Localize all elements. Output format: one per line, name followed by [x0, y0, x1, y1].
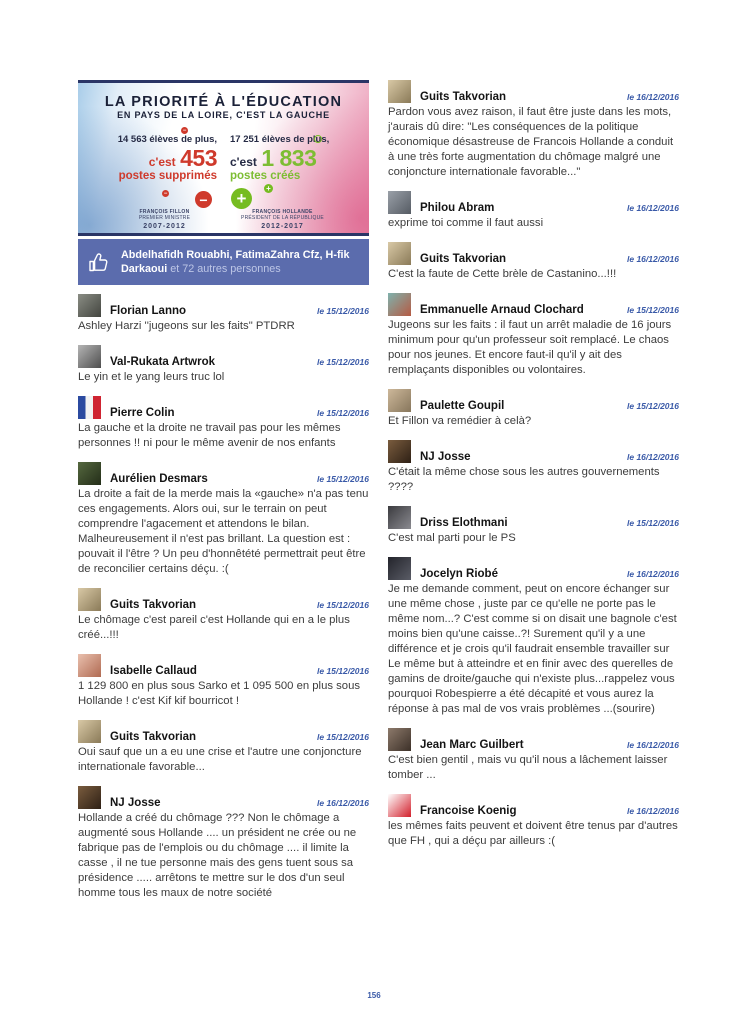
avatar: [388, 794, 411, 817]
comment-author: Guits Takvorian: [110, 599, 197, 611]
avatar: [388, 293, 411, 316]
infographic-stats: [78, 135, 369, 182]
page-content: [78, 80, 679, 912]
hollande-stat: [230, 135, 350, 182]
avatar: [388, 506, 411, 529]
avatar: [78, 786, 101, 809]
comment-date: le 16/12/2016: [627, 254, 679, 264]
comment-text: exprime toi comme il faut aussi: [388, 217, 544, 229]
fillon-number: 453: [180, 144, 217, 171]
comment: [78, 396, 369, 451]
avatar: [78, 654, 101, 677]
comment-text: Hollande a créé du chômage ??? Non le chômage a augmenté sous Hollande .... un président ne crée ou ne fabrique pas de l'emplois ou du chômage .... il limite la casse , il ne tue personne mais des gens tuent sous sa présidence ..... arrêtons te mettre sur le dos d'un seul homme tous les maux de notre société: [78, 812, 357, 899]
comment-date: le 16/12/2016: [627, 569, 679, 579]
comment-author: Aurélien Desmars: [110, 473, 208, 485]
comment-text: La droite a fait de la merde mais la «gauche» n'a pas tenu ces engagements. Alors oui, sur le terrain on peut comprendre l'agacement et attendons le bilan. Malheureusement il n'est pas brillant. La question est : pouvait il l'être ? Un peu d'honnêtété permettrait peut être de reconcilier certains déçu. :(: [78, 488, 369, 575]
comments-right: [388, 80, 679, 849]
comment-text: C'était la même chose sous les autres gouvernements ????: [388, 466, 660, 493]
avatar: [388, 191, 411, 214]
comment: [388, 440, 679, 495]
comment-header: [388, 440, 679, 463]
comment: [388, 293, 679, 378]
plus-icon: +: [264, 184, 273, 193]
page-number: 156: [367, 991, 381, 1000]
comment: [388, 191, 679, 231]
comment-author: Emmanuelle Arnaud Clochard: [420, 304, 584, 316]
infographic-subtitle: EN PAYS DE LA LOIRE, C'EST LA GAUCHE: [117, 110, 330, 120]
comment: [388, 794, 679, 849]
plus-icon: +: [231, 188, 252, 209]
comment-author: NJ Josse: [110, 797, 161, 809]
infographic-title: LA PRIORITÉ À L'ÉDUCATION: [104, 94, 343, 110]
comment-author: Florian Lanno: [110, 305, 187, 317]
comment-date: le 15/12/2016: [317, 408, 369, 418]
hollande-label: postes créés: [230, 169, 301, 182]
comment-date: le 15/12/2016: [317, 357, 369, 367]
comment: [388, 80, 679, 180]
comment-header: [78, 462, 369, 485]
fillon-stat: [97, 135, 217, 182]
fillon-years: 2007-2012: [143, 223, 186, 230]
comment-author: Val-Rukata Artwrok: [110, 356, 216, 368]
comment-date: le 16/12/2016: [627, 92, 679, 102]
comment: [78, 588, 369, 643]
avatar: [78, 345, 101, 368]
like-bar-names: Abdelhafidh Rouabhi, FatimaZahra Cfz, H-fik Darkaoui: [121, 249, 350, 275]
fillon-students: 14 563 élèves de plus,: [117, 134, 217, 145]
like-bar-suffix: et 72 autres personnes: [167, 263, 281, 275]
comment-text: Pardon vous avez raison, il faut être juste dans les mots, j'aurais dû dire: "Les conséquences de la politique économique désastreuse de Francois Hollande a conduit à une très forte augmentation du chômage malgré une conjoncture internationale favorable...": [388, 106, 674, 178]
comment-date: le 15/12/2016: [317, 732, 369, 742]
comment-author: Paulette Goupil: [420, 400, 505, 412]
comment: [78, 720, 369, 775]
comments-left: [78, 294, 369, 901]
comment-text: Le yin et le yang leurs truc lol: [78, 371, 225, 383]
hollande-number: 1 833: [261, 144, 317, 171]
comment-date: le 15/12/2016: [627, 305, 679, 315]
comment-date: le 15/12/2016: [317, 666, 369, 676]
comment-header: [78, 786, 369, 809]
fillon-name: FRANÇOIS FILLON: [139, 209, 190, 215]
comment-date: le 15/12/2016: [317, 306, 369, 316]
comment-author: NJ Josse: [420, 451, 471, 463]
comment-header: [78, 396, 369, 419]
like-bar-text: [121, 248, 359, 276]
comment-text: C'est bien gentil , mais vu qu'il nous a lâchement laisser tomber ...: [388, 754, 668, 781]
fillon-role: PREMIER MINISTRE: [138, 215, 191, 221]
comment-header: [78, 588, 369, 611]
comment-header: [78, 294, 369, 317]
comment-date: le 16/12/2016: [627, 452, 679, 462]
fillon-caption: [113, 209, 217, 230]
fillon-label: postes supprimés: [118, 169, 217, 182]
fillon-cest: c'est: [148, 154, 176, 169]
comment-header: [388, 728, 679, 751]
minus-icon: −: [195, 191, 212, 208]
hollande-name: FRANÇOIS HOLLANDE: [252, 209, 313, 215]
comment-date: le 15/12/2016: [317, 600, 369, 610]
infographic-captions: [78, 209, 369, 230]
comment-author: Francoise Koenig: [420, 805, 517, 817]
comment-author: Pierre Colin: [110, 407, 175, 419]
comment-text: La gauche et la droite ne travail pas pour les mêmes personnes !! ni pour le même avenir de nos enfants: [78, 422, 341, 449]
plus-ring-icon: [314, 135, 322, 143]
comment-header: [78, 654, 369, 677]
comment-text: Oui sauf que un a eu une crise et l'autre une conjoncture internationale favorable...: [78, 746, 362, 773]
thumbs-up-icon: [88, 251, 110, 273]
comment-date: le 16/12/2016: [627, 740, 679, 750]
comment-author: Jocelyn Riobé: [420, 568, 498, 580]
comment-text: Je me demande comment, peut on encore échanger sur une même chose , juste par ce qu'elle ne porte pas le même nom...? C'est comme si on disait une bagnole c'est moins bien qu'une caisse..?! Surement qu'il y a une différence et je crois qu'il faudrait ensemble travailler sur Le même but à atteindre et en finir avec des querelles de gamins de droite/gauche qui n'existe plus...rappelez vous pourquoi Robespierre a été décapité et vous aurez la réponse à pas mal de vos vrais problèmes ...(sourire): [388, 583, 677, 715]
avatar: [388, 389, 411, 412]
infographic: [78, 80, 369, 236]
comment: [388, 389, 679, 429]
avatar: [78, 588, 101, 611]
comment: [388, 242, 679, 282]
avatar: [388, 80, 411, 103]
comment-date: le 15/12/2016: [627, 518, 679, 528]
comment-header: [388, 557, 679, 580]
comment: [78, 654, 369, 709]
comment-date: le 15/12/2016: [317, 474, 369, 484]
avatar: [78, 396, 101, 419]
hollande-students: 17 251 élèves de plus,: [230, 134, 330, 145]
avatar: [388, 557, 411, 580]
comment-date: le 16/12/2016: [627, 806, 679, 816]
comment-text: Le chômage c'est pareil c'est Hollande qui en a le plus créé...!!!: [78, 614, 350, 641]
comment-text: Et Fillon va remédier à celà?: [388, 415, 532, 427]
minus-icon: −: [182, 127, 187, 134]
comment-header: [388, 389, 679, 412]
comment-author: Philou Abram: [420, 202, 495, 214]
hollande-caption: [231, 209, 335, 230]
avatar: [388, 728, 411, 751]
avatar: [388, 440, 411, 463]
comment-author: Guits Takvorian: [420, 91, 507, 103]
comment-text: C'est la faute de Cette brèle de Castanino...!!!: [388, 268, 617, 280]
comment: [78, 786, 369, 901]
comment-text: Ashley Harzi ''jugeons sur les faits" PTDRR: [78, 320, 295, 332]
comment-author: Isabelle Callaud: [110, 665, 197, 677]
comment-header: [388, 293, 679, 316]
like-bar: [78, 239, 369, 285]
comment-header: [78, 720, 369, 743]
comment: [78, 462, 369, 577]
hollande-cest: c'est: [230, 154, 257, 169]
comment-author: Jean Marc Guilbert: [420, 739, 524, 751]
avatar: [388, 242, 411, 265]
avatar: [78, 294, 101, 317]
avatar: [78, 462, 101, 485]
left-column: [78, 80, 369, 912]
hollande-role: PRÉSIDENT DE LA RÉPUBLIQUE: [241, 215, 324, 221]
hollande-years: 2012-2017: [261, 223, 304, 230]
comment-author: Guits Takvorian: [110, 731, 197, 743]
comment-header: [78, 345, 369, 368]
comment: [388, 557, 679, 717]
comment-author: Guits Takvorian: [420, 253, 507, 265]
comment-header: [388, 506, 679, 529]
comment: [78, 345, 369, 385]
avatar: [78, 720, 101, 743]
comment-author: Driss Elothmani: [420, 517, 508, 529]
comment-header: [388, 242, 679, 265]
comment-text: 1 129 800 en plus sous Sarko et 1 095 500 en plus sous Hollande ! c'est Kif kif bourricot !: [78, 680, 360, 707]
comment-text: C'est mal parti pour le PS: [388, 532, 516, 544]
comment-date: le 16/12/2016: [627, 203, 679, 213]
comment-text: les mêmes faits peuvent et doivent être tenus par d'autres que FH , qui a déçu par ailleurs :(: [388, 820, 678, 847]
comment-header: [388, 794, 679, 817]
comment-header: [388, 191, 679, 214]
comment-header: [388, 80, 679, 103]
comment: [388, 506, 679, 546]
minus-icon: −: [163, 190, 168, 197]
comment-date: le 16/12/2016: [317, 798, 369, 808]
right-column: [388, 80, 679, 912]
comment-text: Jugeons sur les faits : il faut un arrêt maladie de 16 jours minimum pour qu'un professeur soit remplacé. Le chaos pour nos jeunes. Et encore faut-il qu'il y ait des remplaçants disponibles ou volontaires.: [388, 319, 672, 376]
comment: [78, 294, 369, 334]
comment-date: le 15/12/2016: [627, 401, 679, 411]
comment: [388, 728, 679, 783]
